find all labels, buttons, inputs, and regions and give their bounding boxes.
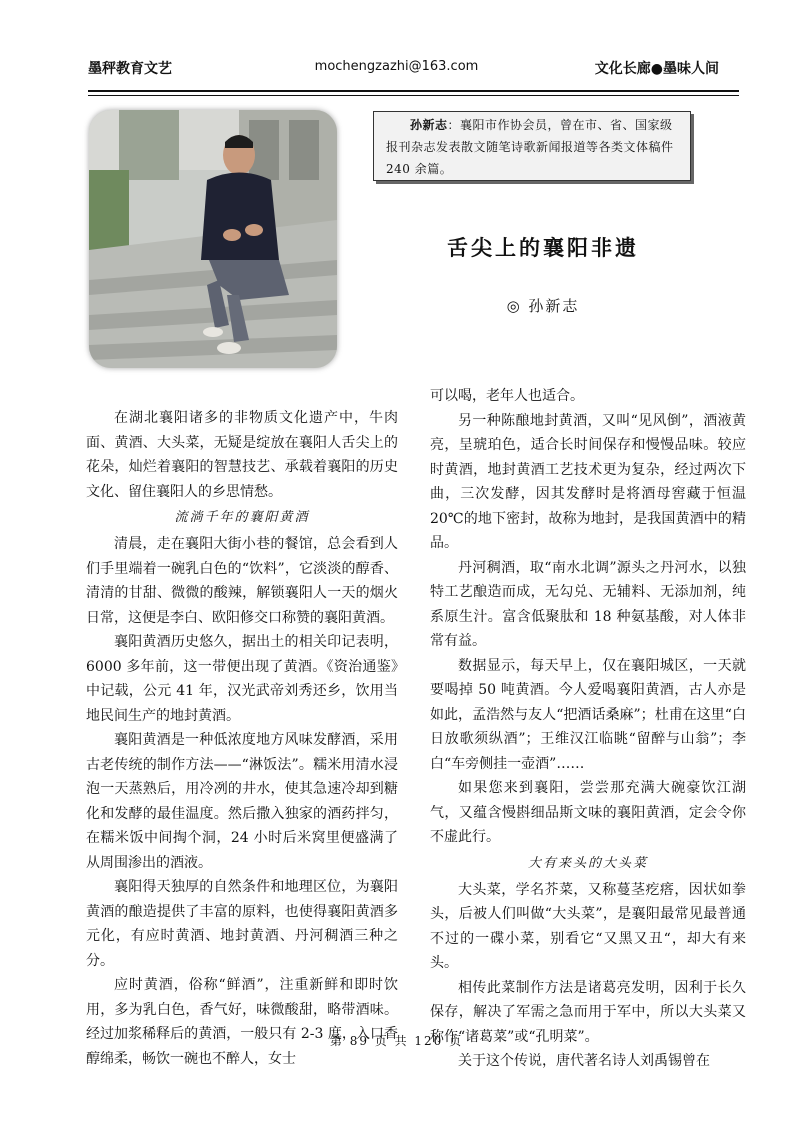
section-subtitle: 大有来头的大头菜 [527, 855, 648, 871]
header-email[interactable]: mochengzazhi@163.com [314, 59, 479, 74]
header-rule-thin [88, 95, 739, 96]
paragraph: 丹河稠酒，取“南水北调”源头之丹河水，以独特工艺酿造而成，无勾兑、无辅料、无添加剂，纯系原生汁。富含低聚肽和 18 种氨基酸，对人体非常有益。 [430, 559, 746, 649]
left-column [86, 406, 398, 1071]
paragraph: 应时黄酒，俗称“鲜酒”，注重新鲜和即时饮用，多为乳白色，香气好，味微酸甜，略带酒味。经过加浆稀释后的黄酒，一般只有 2-3 度，入口香醇绵柔，畅饮一碗也不醉人，女士 [86, 977, 398, 1067]
paragraph: 襄阳得天独厚的自然条件和地理区位，为襄阳黄酒的酿造提供了丰富的原料，也使得襄阳黄酒多元化，有应时黄酒、地封黄酒、丹河稠酒三种之分。 [86, 879, 398, 969]
header-publication: 墨秤教育文艺 [88, 61, 172, 77]
paragraph: 相传此菜制作方法是诸葛亮发明，因利于长久保存，解决了军需之急而用于军中，所以大头菜又称作“诸葛菜”或“孔明菜”。 [430, 979, 746, 1045]
paragraph: 数据显示，每天早上，仅在襄阳城区，一天就要喝掉 50 吨黄酒。今人爱喝襄阳黄酒，古人亦是如此，孟浩然与友人“把酒话桑麻”；杜甫在这里“白日放歌须纵酒”；王维汉江临眺“留醉与山翁”；李白“车旁侧挂一壶酒”…… [430, 657, 746, 772]
paragraph: 可以喝，老年人也适合。 [430, 388, 584, 404]
bio-name: 孙新志 [410, 118, 448, 132]
paragraph: 清晨，走在襄阳大街小巷的餐馆，总会看到人们手里端着一碗乳白色的“饮料”，它淡淡的醇香、清清的甘甜、微微的酸辣，解锁襄阳人一天的烟火日常，这便是李白、欧阳修交口称赞的襄阳黄酒。 [86, 536, 398, 626]
paragraph: 襄阳黄酒是一种低浓度地方风味发酵酒，采用古老传统的制作方法——“淋饭法”。糯米用清水浸泡一天蒸熟后，用冷冽的井水，使其急速冷却到糖化和发酵的最佳温度。然后撒入独家的酒药拌匀，在糯米饭中间掏个洞，24 小时后米窝里便盛满了从周围渗出的酒液。 [86, 732, 398, 871]
paragraph: 大头菜，学名芥菜，又称蔓茎疙瘩，因状如拳头，后被人们叫做“大头菜”，是襄阳最常见最普通不过的一碟小菜，别看它“又黑又丑“，却大有来头。 [430, 881, 746, 971]
paragraph: 另一种陈酿地封黄酒，又叫“见风倒”，酒液黄亮，呈琥珀色，适合长时间保存和慢慢品味。较应时黄酒，地封黄酒工艺技术更为复杂，经过两次下曲，三次发酵，因其发酵时是将酒母窖藏于恒温 20℃的地下密封，故称为地封，是我国黄酒中的精品。 [430, 412, 746, 551]
header-section: 文化长廊●墨味人间 [594, 61, 719, 77]
right-column [430, 384, 746, 1074]
paragraph: 关于这个传说，唐代著名诗人刘禹锡曾在 [458, 1053, 710, 1069]
header-rule-thick [88, 90, 739, 92]
article-author: ◎ 孙新志 [506, 297, 580, 315]
section-subtitle: 流淌千年的襄阳黄酒 [174, 510, 310, 525]
bio-text: ：襄阳市作协会员，曾在市、省、国家级报刊杂志发表散文随笔诗歌新闻报道等各类文体稿件 240 余篇。 [386, 118, 674, 176]
author-bio-box [373, 111, 691, 181]
paragraph: 如果您来到襄阳，尝尝那充满大碗豪饮江湖气，又蕴含慢斟细品斯文味的襄阳黄酒，定会令你不虚此行。 [430, 780, 746, 845]
author-photo [89, 110, 337, 368]
paragraph: 在湖北襄阳诸多的非物质文化遗产中，牛肉面、黄酒、大头菜，无疑是绽放在襄阳人舌尖上的花朵，灿烂着襄阳的智慧技艺、承载着襄阳的历史文化、留住襄阳人的乡思情愁。 [86, 410, 398, 500]
paragraph: 襄阳黄酒历史悠久，据出土的相关印记表明，6000 多年前，这一带便出现了黄酒。《资治通鉴》中记载，公元 41 年，汉光武帝刘秀还乡，饮用当地民间生产的地封黄酒。 [86, 634, 398, 724]
article-title: 舌尖上的襄阳非遗 [447, 235, 639, 260]
page-footer: 第 89 页 共 120 页 [329, 1034, 464, 1048]
